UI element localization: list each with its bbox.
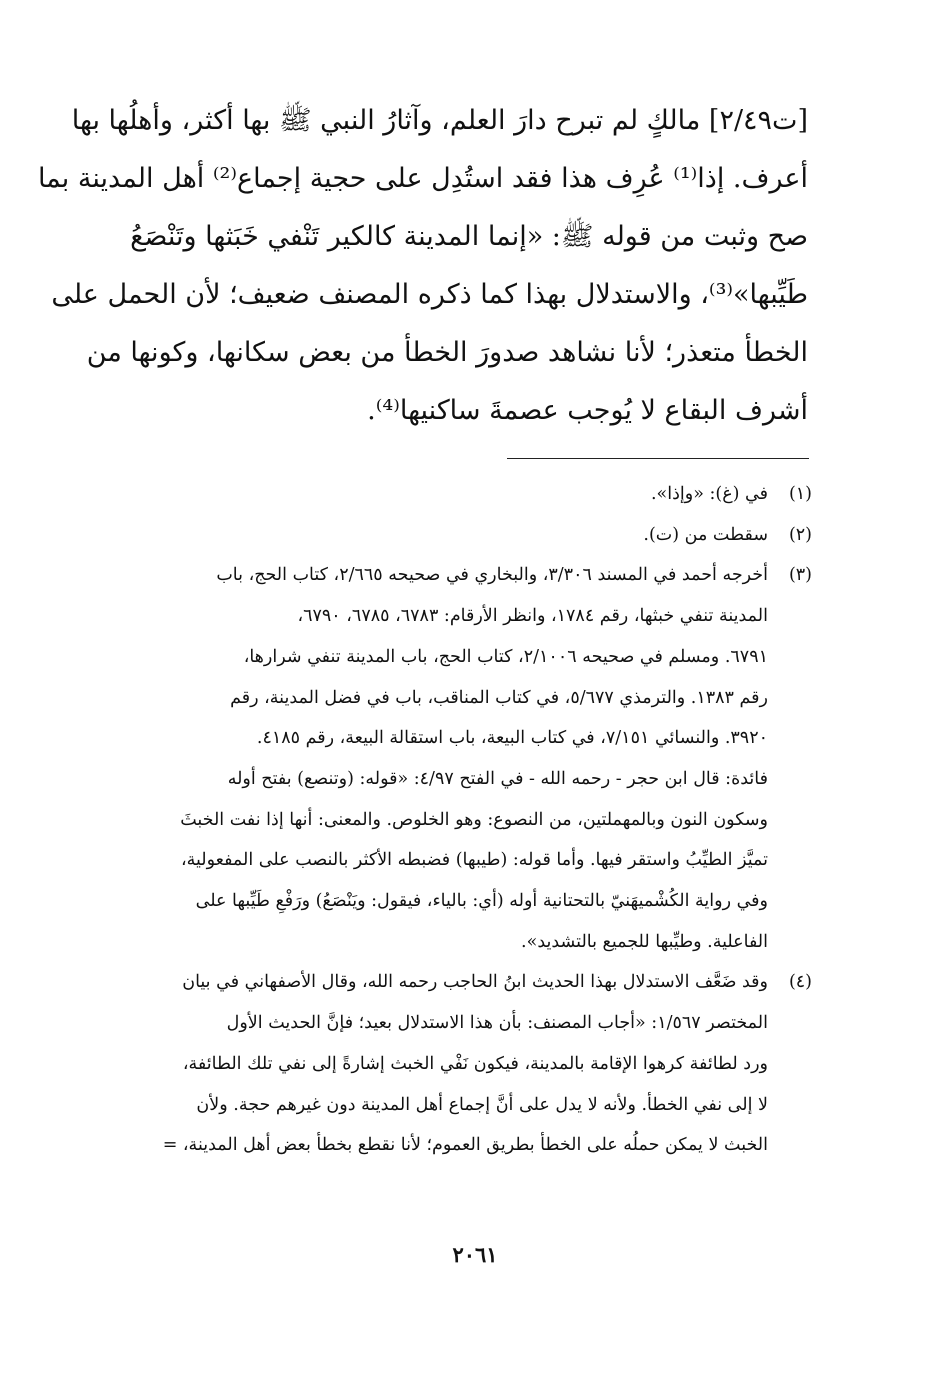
footnote-4 — [120, 962, 812, 1166]
footnote-number: (٤) — [788, 972, 812, 993]
footnote-line: المختصر ١/٥٦٧: «أجاب المصنف: بأن هذا الاستدلال بعيد؛ فإنَّ الحديث الأول — [226, 1013, 768, 1034]
footnote-line: وفي رواية الكُشْميهَنيّ بالتحتانية أوله (أي: بالياء، فيقول: ويَنْصَعُ) ورَفْعِ طَيِّبها على — [195, 891, 768, 912]
footnote-line: سقطت من (ت). — [643, 524, 768, 545]
page-number: ٢٠٦١ — [452, 1242, 498, 1267]
main-text-line: صح وثبت من قوله ﷺ: «إنما المدينة كالكير تَنْفي خَبَثها وتَنْصَعُ — [130, 221, 808, 252]
main-text-line: أعرف. إذا⁽¹⁾ عُرِف هذا فقد استُدِل على حجية إجماع⁽²⁾ أهل المدينة بما — [37, 163, 808, 194]
footnote-number: (١) — [788, 484, 812, 504]
main-text-line: أشرف البقاع لا يُوجب عصمةَ ساكنيها⁽⁴⁾. — [367, 395, 808, 426]
main-text-line: طَيِّبها»⁽³⁾، والاستدلال بهذا كما ذكره المصنف ضعيف؛ لأن الحمل على — [51, 279, 808, 310]
footnote-divider — [507, 458, 809, 459]
footnote-line: في (غ): «وإذا». — [650, 484, 768, 504]
footnote-line: وقد ضَعَّف الاستدلال بهذا الحديث ابنُ الحاجب رحمه الله، وقال الأصفهاني في بيان — [182, 972, 768, 993]
footnote-line: ٣٩٢٠. والنسائي ٧/١٥١، في كتاب البيعة، باب استقالة البيعة، رقم ٤١٨٥. — [256, 728, 768, 749]
footnote-number: (٣) — [788, 565, 812, 586]
footnote-line: المدينة تنفي خبثها، رقم ١٧٨٤، وانظر الأرقام: ٦٧٨٣، ٦٧٨٥، ٦٧٩٠، — [297, 606, 768, 627]
main-text-line: [ت٢/٤٩] مالكٍ لم تبرح دارَ العلم، وآثارُ النبي ﷺ بها أكثر، وأهلُها بها — [71, 105, 808, 136]
footnote-1 — [120, 474, 812, 515]
footnote-line: فائدة: قال ابن حجر - رحمه الله - في الفتح ٤/٩٧: «قوله: (وتنصع) بفتح أوله — [227, 768, 768, 789]
footnote-line: رقم ١٣٨٣. والترمذي ٥/٦٧٧، في كتاب المناقب، باب في فضل المدينة، رقم — [230, 687, 768, 708]
footnote-line: وسكون النون وبالمهملتين، من النصوع: وهو الخلوص. والمعنى: أنها إذا نفت الخبثَ — [180, 809, 768, 830]
footnote-3 — [120, 555, 812, 962]
footnote-line: ورد لطائفة كرهوا الإقامة بالمدينة، فيكون نَفْي الخبث إشارةً إلى نفي تلك الطائفة، — [182, 1053, 768, 1074]
main-text-line: الخطأ متعذر؛ لأنا نشاهد صدورَ الخطأ من بعض سكانها، وكونها من — [86, 337, 808, 368]
footnote-line: تميَّز الطيِّبُ واستقر فيها. وأما قوله: (طيبها) فضبطه الأكثر بالنصب على المفعولية، — [180, 850, 768, 871]
footnote-line: ٦٧٩١. ومسلم في صحيحه ٢/١٠٠٦، كتاب الحج، باب المدينة تنفي شرارها، — [243, 646, 768, 667]
footnote-line: الفاعلية. وطيِّبها للجميع بالتشديد». — [521, 931, 768, 952]
footnote-number: (٢) — [788, 524, 812, 545]
main-text-block — [37, 92, 808, 440]
footnote-line: الخبث لا يمكن حملُه على الخطأ بطريق العموم؛ لأنا نقطع بخطأ بعض أهل المدينة، = — [162, 1135, 768, 1156]
footnote-line: لا إلى نفي الخطأ. ولأنه لا يدل على أنَّ إجماع أهل المدينة دون غيرهم حجة. ولأن — [196, 1094, 768, 1115]
footnotes-section — [120, 474, 812, 1166]
footnote-line: أخرجه أحمد في المسند ٣/٣٠٦، والبخاري في صحيحه ٢/٦٦٥، كتاب الحج، باب — [216, 565, 768, 586]
footnote-2 — [120, 515, 812, 556]
